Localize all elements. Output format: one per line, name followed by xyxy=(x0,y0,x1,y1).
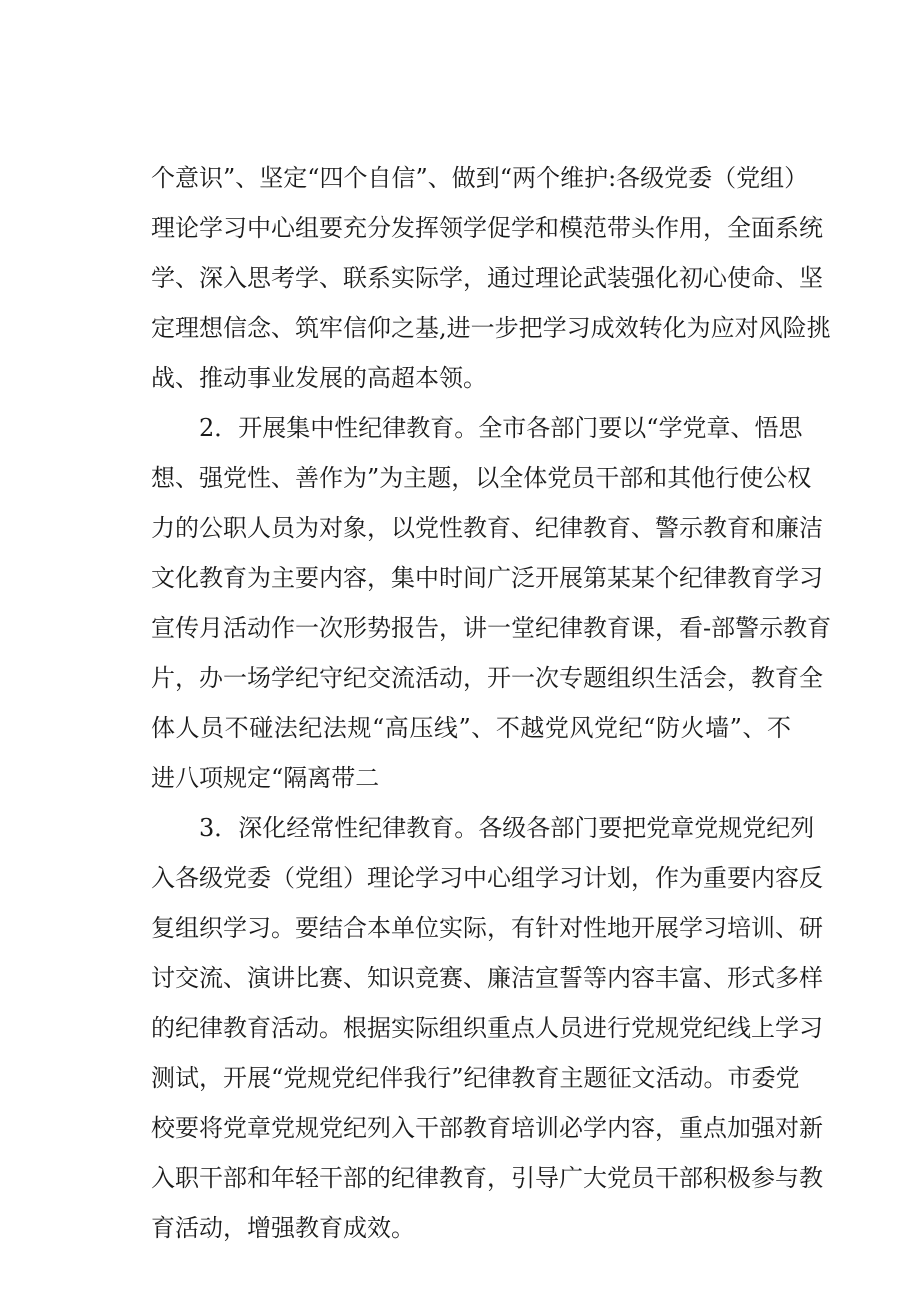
paragraph-2-line-6: 片，办一场学纪守纪交流活动，开一次专题组织生活会，教育全 xyxy=(151,664,823,692)
paragraph-1-line-3: 学、深入思考学、联系实际学，通过理论武装强化初心使命、坚 xyxy=(151,264,823,292)
paragraph-3-line-5: 的纪律教育活动。根据实际组织重点人员进行党规党纪线上学习 xyxy=(151,1014,823,1042)
paragraph-2-line-8: 进八项规定“隔离带二 xyxy=(151,764,380,792)
paragraph-3-line-8: 入职干部和年轻干部的纪律教育，引导广大党员干部积极参与教 xyxy=(151,1164,823,1192)
paragraph-2-line-2: 想、强党性、善作为”为主题，以全体党员干部和其他行使公权 xyxy=(151,464,812,492)
paragraph-3-line-7: 校要将党章党规党纪列入干部教育培训必学内容，重点加强对新 xyxy=(151,1114,823,1142)
paragraph-1-line-2: 理论学习中心组要充分发挥领学促学和模范带头作用，全面系统 xyxy=(151,214,823,242)
paragraph-1-line-4: 定理想信念、筑牢信仰之基,进一步把学习成效转化为应对风险挑 xyxy=(151,314,831,342)
paragraph-2-line-7: 体人员不碰法纪法规“高压线”、不越党风党纪“防火墙”、不 xyxy=(151,714,791,742)
paragraph-3-line-9: 育活动，增强教育成效。 xyxy=(151,1214,415,1242)
paragraph-1-line-1: 个意识”、坚定“四个自信”、做到“两个维护:各级党委（党组） xyxy=(151,164,809,192)
paragraph-3-line-1: 3．深化经常性纪律教育。各级各部门要把党章党规党纪列 xyxy=(199,814,815,842)
paragraph-1-line-5: 战、推动事业发展的高超本领。 xyxy=(151,364,487,392)
paragraph-3-line-4: 讨交流、演讲比赛、知识竞赛、廉洁宣誓等内容丰富、形式多样 xyxy=(151,964,823,992)
paragraph-2-line-4: 文化教育为主要内容，集中时间广泛开展第某某个纪律教育学习 xyxy=(151,564,823,592)
paragraph-2-line-1: 2．开展集中性纪律教育。全市各部门要以“学党章、悟思 xyxy=(199,414,803,442)
paragraph-2-line-3: 力的公职人员为对象，以党性教育、纪律教育、警示教育和廉洁 xyxy=(151,514,823,542)
paragraph-3-line-3: 复组织学习。要结合本单位实际，有针对性地开展学习培训、研 xyxy=(151,914,823,942)
paragraph-2-line-5: 宣传月活动作一次形势报告，讲一堂纪律教育课，看-部警示教育 xyxy=(151,614,832,642)
paragraph-3-line-2: 入各级党委（党组）理论学习中心组学习计划，作为重要内容反 xyxy=(151,864,823,892)
paragraph-3-line-6: 测试，开展“党规党纪伴我行”纪律教育主题征文活动。市委党 xyxy=(151,1064,800,1092)
